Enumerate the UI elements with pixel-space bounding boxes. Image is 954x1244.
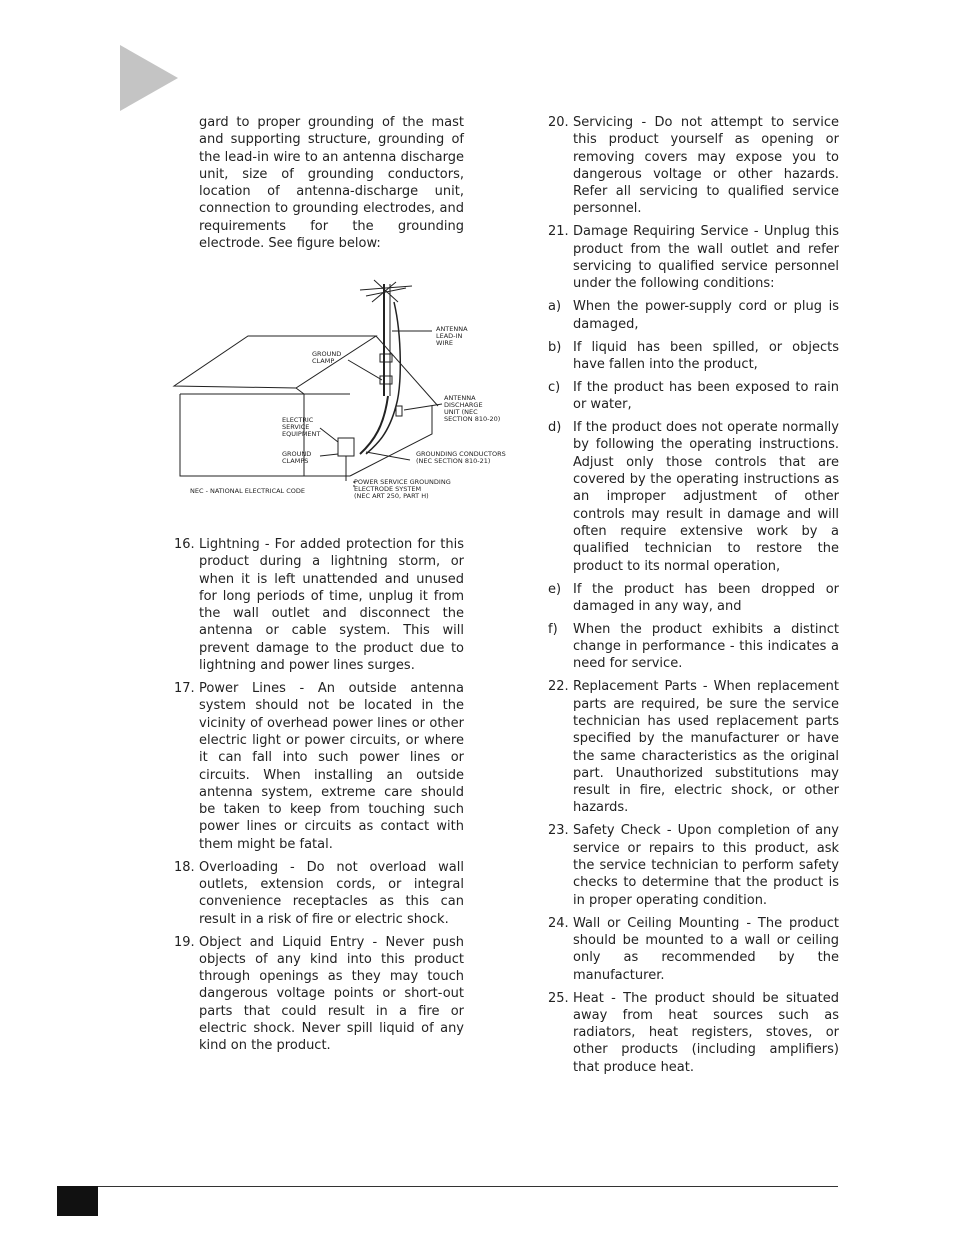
list-item: b) If liquid has been spilled, or objects have fallen into the product, [548,339,839,372]
label-electric-service: ELECTRIC SERVICE EQUIPMENT [282,416,321,438]
antenna-grounding-diagram [170,276,522,502]
footer-rule [57,1186,838,1187]
list-item: 22. Replacement Parts - When replacement parts are required, be sure the service technician has used replacement parts specified by the manufacturer or have the same characteristics as the original part. Unauthorized substitutions may result in fire, electric shock, or other hazards. [548,679,839,816]
label-ground-clamps: GROUND CLAMPS [282,450,312,465]
list-item: 21. Damage Requiring Service - Unplug this product from the wall outlet and refer servicing to qualified service personnel under the following conditions: [548,224,839,292]
label-ground-clamp: GROUND CLAMP [312,350,342,365]
list-item: 18. Overloading - Do not overload wall outlets, extension cords, or integral convenience receptacles as this can result in a risk of fire or electric shock. [174,859,464,927]
list-item: 23. Safety Check - Upon completion of any service or repairs to this product, ask the service technician to perform safety checks to determine that the product is in proper operating condition. [548,823,839,908]
label-discharge-unit: ANTENNA DISCHARGE UNIT (NEC SECTION 810-20) [444,394,501,423]
left-items [174,536,464,1060]
list-item: f) When the product exhibits a distinct change in performance - this indicates a need for service. [548,621,839,672]
right-items [548,114,839,1082]
list-item: 20. Servicing - Do not attempt to service this product yourself as opening or removing covers may expose you to dangerous voltage or other hazards. Refer all servicing to qualified service personnel. [548,115,839,217]
label-power-service: POWER SERVICE GROUNDING ELECTRODE SYSTEM (NEC ART 250, PART H) [354,478,451,500]
list-item: e) If the product has been dropped or damaged in any way, and [548,581,839,614]
footer-page-tab [57,1186,98,1216]
left-intro [174,114,464,252]
list-item: 19. Object and Liquid Entry - Never push objects of any kind into this product through openings as they may touch dangerous voltage points or short-out parts that could result in a fire or electric shock. Never spill liquid of any kind on the product. [174,934,464,1054]
list-item: 25. Heat - The product should be situated away from heat sources such as radiators, heat registers, stoves, or other products (including amplifiers) that produce heat. [548,990,839,1075]
list-item: a) When the power-supply cord or plug is damaged, [548,299,839,332]
label-nec: NEC - NATIONAL ELECTRICAL CODE [190,487,306,495]
list-item: 24. Wall or Ceiling Mounting - The product should be mounted to a wall or ceiling only as recommended by the manufacturer. [548,915,839,983]
intro-paragraph: gard to proper grounding of the mast and supporting structure, grounding of the lead-in wire to an antenna discharge unit, size of grounding conductors, location of antenna-discharge unit, connection to grounding electrodes, and requirements for the grounding electrode. See figure below: [199,115,464,252]
label-antenna: ANTENNA LEAD-IN WIRE [436,325,468,347]
list-item: 16. Lightning - For added protection for this product during a lightning storm, or when it is left unattended and unused for long periods of time, unplug it from the wall outlet and disconnect the antenna or cable system. This will prevent damage to the product due to lightning and power lines surges. [174,537,464,674]
section-arrow-icon [120,45,178,111]
list-item: c) If the product has been exposed to rain or water, [548,379,839,413]
list-item: 17. Power Lines - An outside antenna system should not be located in the vicinity of overhead power lines or other electric light or power circuits, or where it can fall into such power lines or circuits. When installing an outside antenna system, extreme care should be taken to keep from touching such power lines or circuits as contact with them might be fatal. [174,681,464,852]
label-grounding-conductors: GROUNDING CONDUCTORS (NEC SECTION 810-21) [416,450,506,465]
list-item: d) If the product does not operate normally by following the operating instructions. Adjust only those controls that are covered by the operating instructions as an improper adjustment of other controls may result in damage and will often require extensive work by a qualified technician to restore the product to its normal operation, [548,420,839,574]
